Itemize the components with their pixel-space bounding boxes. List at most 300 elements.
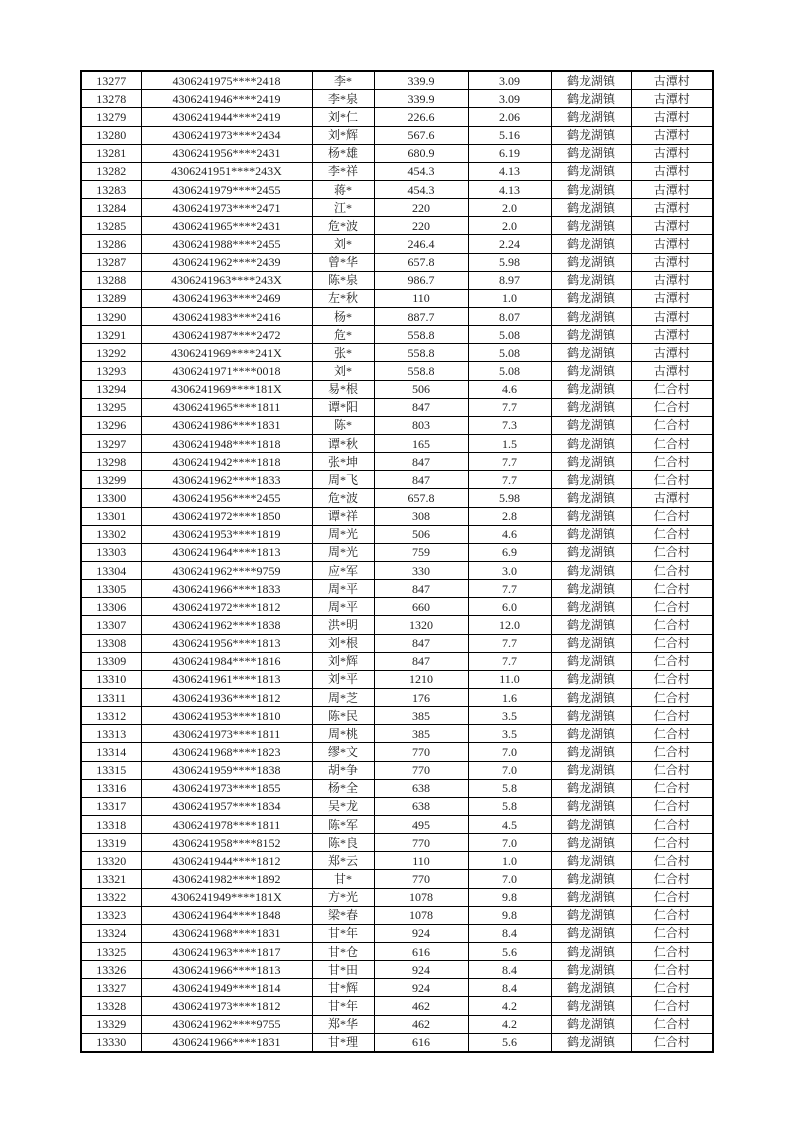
cell-id_number: 4306241973****1812 [141,997,312,1015]
cell-town: 鹤龙湖镇 [551,525,631,543]
cell-id_number: 4306241968****1823 [141,743,312,761]
cell-name: 周*飞 [312,471,374,489]
table-row [81,652,713,670]
cell-serial: 13277 [81,71,141,90]
cell-serial: 13329 [81,1015,141,1033]
cell-village: 仁合村 [631,1033,713,1052]
cell-village: 仁合村 [631,507,713,525]
cell-quantity: 4.6 [468,525,551,543]
cell-serial: 13325 [81,942,141,960]
cell-id_number: 4306241942****1818 [141,453,312,471]
cell-village: 仁合村 [631,616,713,634]
table-row [81,924,713,942]
cell-serial: 13278 [81,90,141,108]
cell-id_number: 4306241956****2431 [141,144,312,162]
cell-town: 鹤龙湖镇 [551,289,631,307]
cell-town: 鹤龙湖镇 [551,380,631,398]
cell-name: 周*光 [312,543,374,561]
cell-serial: 13310 [81,670,141,688]
cell-id_number: 4306241983****2416 [141,308,312,326]
cell-quantity: 1.5 [468,435,551,453]
cell-village: 古潭村 [631,108,713,126]
cell-name: 危*波 [312,217,374,235]
cell-quantity: 4.2 [468,1015,551,1033]
cell-town: 鹤龙湖镇 [551,906,631,924]
table-row [81,761,713,779]
cell-name: 甘*仓 [312,942,374,960]
cell-village: 仁合村 [631,725,713,743]
table-row [81,162,713,180]
table-row [81,471,713,489]
cell-serial: 13324 [81,924,141,942]
cell-serial: 13307 [81,616,141,634]
cell-id_number: 4306241962****2439 [141,253,312,271]
cell-amount: 924 [374,961,468,979]
cell-quantity: 1.0 [468,852,551,870]
cell-id_number: 4306241946****2419 [141,90,312,108]
cell-name: 杨* [312,308,374,326]
cell-name: 周*平 [312,598,374,616]
cell-name: 杨*雄 [312,144,374,162]
cell-amount: 558.8 [374,362,468,380]
cell-quantity: 5.98 [468,489,551,507]
cell-amount: 847 [374,453,468,471]
cell-village: 仁合村 [631,707,713,725]
cell-amount: 165 [374,435,468,453]
cell-town: 鹤龙湖镇 [551,725,631,743]
cell-town: 鹤龙湖镇 [551,507,631,525]
cell-id_number: 4306241965****2431 [141,217,312,235]
cell-amount: 1210 [374,670,468,688]
cell-village: 古潭村 [631,71,713,90]
cell-serial: 13292 [81,344,141,362]
cell-village: 仁合村 [631,398,713,416]
cell-id_number: 4306241966****1833 [141,580,312,598]
table-row [81,870,713,888]
cell-id_number: 4306241949****181X [141,888,312,906]
cell-quantity: 8.4 [468,979,551,997]
cell-serial: 13314 [81,743,141,761]
table-row [81,181,713,199]
cell-amount: 924 [374,924,468,942]
table-row [81,344,713,362]
cell-village: 古潭村 [631,326,713,344]
cell-quantity: 4.13 [468,162,551,180]
cell-name: 方*光 [312,888,374,906]
cell-name: 甘*辉 [312,979,374,997]
table-row [81,1033,713,1052]
cell-village: 古潭村 [631,308,713,326]
cell-village: 古潭村 [631,489,713,507]
cell-id_number: 4306241936****1812 [141,688,312,706]
cell-id_number: 4306241966****1831 [141,1033,312,1052]
table-row [81,199,713,217]
cell-id_number: 4306241965****1811 [141,398,312,416]
cell-name: 刘*根 [312,634,374,652]
cell-serial: 13323 [81,906,141,924]
cell-town: 鹤龙湖镇 [551,652,631,670]
table-row [81,126,713,144]
cell-serial: 13309 [81,652,141,670]
cell-quantity: 3.5 [468,725,551,743]
cell-quantity: 1.6 [468,688,551,706]
cell-name: 张*坤 [312,453,374,471]
cell-serial: 13328 [81,997,141,1015]
cell-town: 鹤龙湖镇 [551,108,631,126]
cell-id_number: 4306241969****241X [141,344,312,362]
cell-id_number: 4306241973****2434 [141,126,312,144]
cell-quantity: 9.8 [468,888,551,906]
cell-town: 鹤龙湖镇 [551,271,631,289]
table-row [81,507,713,525]
cell-amount: 454.3 [374,162,468,180]
cell-amount: 803 [374,416,468,434]
table-row [81,688,713,706]
cell-id_number: 4306241949****1814 [141,979,312,997]
cell-id_number: 4306241988****2455 [141,235,312,253]
cell-town: 鹤龙湖镇 [551,924,631,942]
table-row [81,725,713,743]
cell-amount: 495 [374,815,468,833]
cell-amount: 638 [374,797,468,815]
table-row [81,235,713,253]
cell-serial: 13308 [81,634,141,652]
cell-serial: 13321 [81,870,141,888]
cell-id_number: 4306241962****1833 [141,471,312,489]
cell-quantity: 5.16 [468,126,551,144]
cell-serial: 13303 [81,543,141,561]
cell-name: 谭*祥 [312,507,374,525]
cell-amount: 462 [374,1015,468,1033]
cell-name: 梁*春 [312,906,374,924]
cell-id_number: 4306241975****2418 [141,71,312,90]
cell-name: 危* [312,326,374,344]
cell-quantity: 6.0 [468,598,551,616]
cell-serial: 13322 [81,888,141,906]
cell-amount: 847 [374,652,468,670]
cell-amount: 770 [374,761,468,779]
cell-village: 古潭村 [631,271,713,289]
cell-quantity: 4.5 [468,815,551,833]
cell-serial: 13288 [81,271,141,289]
cell-serial: 13283 [81,181,141,199]
cell-amount: 887.7 [374,308,468,326]
cell-town: 鹤龙湖镇 [551,870,631,888]
cell-amount: 339.9 [374,90,468,108]
cell-amount: 924 [374,979,468,997]
cell-village: 仁合村 [631,435,713,453]
cell-village: 仁合村 [631,743,713,761]
cell-town: 鹤龙湖镇 [551,235,631,253]
cell-town: 鹤龙湖镇 [551,453,631,471]
cell-name: 刘* [312,235,374,253]
cell-town: 鹤龙湖镇 [551,942,631,960]
cell-name: 刘*辉 [312,652,374,670]
cell-id_number: 4306241962****9759 [141,561,312,579]
cell-serial: 13293 [81,362,141,380]
cell-name: 易*根 [312,380,374,398]
table-row [81,71,713,90]
cell-amount: 847 [374,634,468,652]
cell-name: 周*桃 [312,725,374,743]
cell-name: 谭*秋 [312,435,374,453]
cell-quantity: 7.7 [468,398,551,416]
cell-name: 蒋* [312,181,374,199]
table-row [81,435,713,453]
cell-amount: 770 [374,743,468,761]
cell-id_number: 4306241963****243X [141,271,312,289]
cell-id_number: 4306241959****1838 [141,761,312,779]
cell-amount: 385 [374,725,468,743]
cell-serial: 13287 [81,253,141,271]
cell-serial: 13319 [81,834,141,852]
cell-quantity: 3.09 [468,90,551,108]
cell-quantity: 5.08 [468,362,551,380]
cell-serial: 13299 [81,471,141,489]
cell-quantity: 4.13 [468,181,551,199]
cell-serial: 13318 [81,815,141,833]
cell-town: 鹤龙湖镇 [551,144,631,162]
table-row [81,525,713,543]
cell-village: 仁合村 [631,834,713,852]
cell-amount: 506 [374,525,468,543]
cell-village: 仁合村 [631,906,713,924]
table-row [81,852,713,870]
cell-id_number: 4306241951****243X [141,162,312,180]
cell-name: 吴*龙 [312,797,374,815]
cell-town: 鹤龙湖镇 [551,688,631,706]
cell-town: 鹤龙湖镇 [551,416,631,434]
cell-village: 仁合村 [631,942,713,960]
cell-serial: 13330 [81,1033,141,1052]
table-row [81,90,713,108]
cell-serial: 13313 [81,725,141,743]
cell-village: 仁合村 [631,1015,713,1033]
cell-village: 仁合村 [631,580,713,598]
cell-village: 古潭村 [631,126,713,144]
table-row [81,834,713,852]
cell-quantity: 7.7 [468,471,551,489]
cell-village: 仁合村 [631,453,713,471]
cell-quantity: 3.09 [468,71,551,90]
cell-quantity: 8.4 [468,961,551,979]
cell-serial: 13289 [81,289,141,307]
cell-id_number: 4306241972****1812 [141,598,312,616]
cell-village: 古潭村 [631,199,713,217]
cell-village: 古潭村 [631,181,713,199]
cell-id_number: 4306241973****2471 [141,199,312,217]
cell-amount: 226.6 [374,108,468,126]
cell-amount: 680.9 [374,144,468,162]
cell-quantity: 3.5 [468,707,551,725]
cell-amount: 638 [374,779,468,797]
cell-village: 仁合村 [631,761,713,779]
cell-amount: 330 [374,561,468,579]
cell-town: 鹤龙湖镇 [551,1015,631,1033]
table-row [81,561,713,579]
cell-id_number: 4306241984****1816 [141,652,312,670]
cell-name: 甘* [312,870,374,888]
cell-quantity: 7.0 [468,743,551,761]
cell-quantity: 12.0 [468,616,551,634]
cell-quantity: 9.8 [468,906,551,924]
cell-amount: 1078 [374,888,468,906]
cell-id_number: 4306241963****2469 [141,289,312,307]
cell-amount: 657.8 [374,489,468,507]
cell-amount: 847 [374,471,468,489]
cell-village: 古潭村 [631,289,713,307]
cell-serial: 13305 [81,580,141,598]
table-row [81,144,713,162]
cell-quantity: 7.7 [468,453,551,471]
cell-village: 仁合村 [631,979,713,997]
cell-village: 古潭村 [631,344,713,362]
cell-quantity: 2.0 [468,217,551,235]
cell-name: 刘* [312,362,374,380]
cell-amount: 616 [374,1033,468,1052]
cell-town: 鹤龙湖镇 [551,634,631,652]
table-row [81,779,713,797]
cell-id_number: 4306241987****2472 [141,326,312,344]
cell-amount: 220 [374,217,468,235]
cell-name: 胡*争 [312,761,374,779]
cell-quantity: 11.0 [468,670,551,688]
cell-id_number: 4306241962****1838 [141,616,312,634]
cell-amount: 660 [374,598,468,616]
cell-serial: 13297 [81,435,141,453]
cell-id_number: 4306241944****1812 [141,852,312,870]
cell-town: 鹤龙湖镇 [551,707,631,725]
cell-serial: 13279 [81,108,141,126]
cell-amount: 616 [374,942,468,960]
cell-amount: 506 [374,380,468,398]
cell-name: 郑*华 [312,1015,374,1033]
cell-serial: 13302 [81,525,141,543]
table-row [81,707,713,725]
cell-village: 仁合村 [631,852,713,870]
cell-serial: 13306 [81,598,141,616]
table-row [81,616,713,634]
cell-town: 鹤龙湖镇 [551,162,631,180]
cell-id_number: 4306241973****1855 [141,779,312,797]
cell-id_number: 4306241956****1813 [141,634,312,652]
cell-id_number: 4306241953****1819 [141,525,312,543]
cell-town: 鹤龙湖镇 [551,181,631,199]
cell-name: 陈*军 [312,815,374,833]
cell-town: 鹤龙湖镇 [551,90,631,108]
cell-village: 仁合村 [631,561,713,579]
cell-serial: 13311 [81,688,141,706]
cell-town: 鹤龙湖镇 [551,344,631,362]
cell-town: 鹤龙湖镇 [551,761,631,779]
cell-town: 鹤龙湖镇 [551,815,631,833]
table-row [81,580,713,598]
cell-quantity: 2.0 [468,199,551,217]
table-row [81,797,713,815]
cell-name: 李*祥 [312,162,374,180]
cell-amount: 339.9 [374,71,468,90]
cell-village: 仁合村 [631,797,713,815]
cell-serial: 13291 [81,326,141,344]
cell-quantity: 5.98 [468,253,551,271]
table-row [81,942,713,960]
cell-town: 鹤龙湖镇 [551,997,631,1015]
cell-serial: 13281 [81,144,141,162]
cell-town: 鹤龙湖镇 [551,888,631,906]
cell-village: 仁合村 [631,380,713,398]
cell-village: 古潭村 [631,144,713,162]
cell-amount: 1320 [374,616,468,634]
table-row [81,289,713,307]
cell-town: 鹤龙湖镇 [551,743,631,761]
cell-name: 刘*辉 [312,126,374,144]
cell-town: 鹤龙湖镇 [551,435,631,453]
table-row [81,326,713,344]
cell-serial: 13298 [81,453,141,471]
cell-id_number: 4306241972****1850 [141,507,312,525]
table-row [81,362,713,380]
cell-town: 鹤龙湖镇 [551,308,631,326]
cell-quantity: 6.9 [468,543,551,561]
cell-village: 仁合村 [631,670,713,688]
cell-village: 仁合村 [631,779,713,797]
cell-id_number: 4306241948****1818 [141,435,312,453]
cell-id_number: 4306241958****8152 [141,834,312,852]
cell-id_number: 4306241961****1813 [141,670,312,688]
cell-quantity: 7.7 [468,652,551,670]
cell-amount: 385 [374,707,468,725]
cell-name: 周*平 [312,580,374,598]
cell-village: 仁合村 [631,924,713,942]
cell-quantity: 7.7 [468,580,551,598]
cell-quantity: 5.08 [468,344,551,362]
cell-town: 鹤龙湖镇 [551,979,631,997]
cell-name: 左*秋 [312,289,374,307]
table-row [81,634,713,652]
cell-serial: 13300 [81,489,141,507]
cell-name: 甘*年 [312,924,374,942]
cell-serial: 13315 [81,761,141,779]
cell-village: 古潭村 [631,162,713,180]
cell-name: 曾*华 [312,253,374,271]
table-row [81,743,713,761]
cell-amount: 770 [374,870,468,888]
cell-serial: 13294 [81,380,141,398]
cell-town: 鹤龙湖镇 [551,543,631,561]
cell-name: 危*波 [312,489,374,507]
cell-serial: 13286 [81,235,141,253]
cell-amount: 759 [374,543,468,561]
table-row [81,108,713,126]
cell-name: 缪*文 [312,743,374,761]
cell-quantity: 5.6 [468,942,551,960]
cell-amount: 220 [374,199,468,217]
cell-town: 鹤龙湖镇 [551,199,631,217]
cell-name: 甘*年 [312,997,374,1015]
cell-id_number: 4306241969****181X [141,380,312,398]
cell-id_number: 4306241962****9755 [141,1015,312,1033]
table-row [81,489,713,507]
cell-serial: 13327 [81,979,141,997]
cell-quantity: 2.06 [468,108,551,126]
cell-village: 仁合村 [631,543,713,561]
cell-id_number: 4306241971****0018 [141,362,312,380]
cell-quantity: 3.0 [468,561,551,579]
cell-id_number: 4306241944****2419 [141,108,312,126]
cell-village: 仁合村 [631,525,713,543]
cell-name: 郑*云 [312,852,374,870]
cell-id_number: 4306241982****1892 [141,870,312,888]
